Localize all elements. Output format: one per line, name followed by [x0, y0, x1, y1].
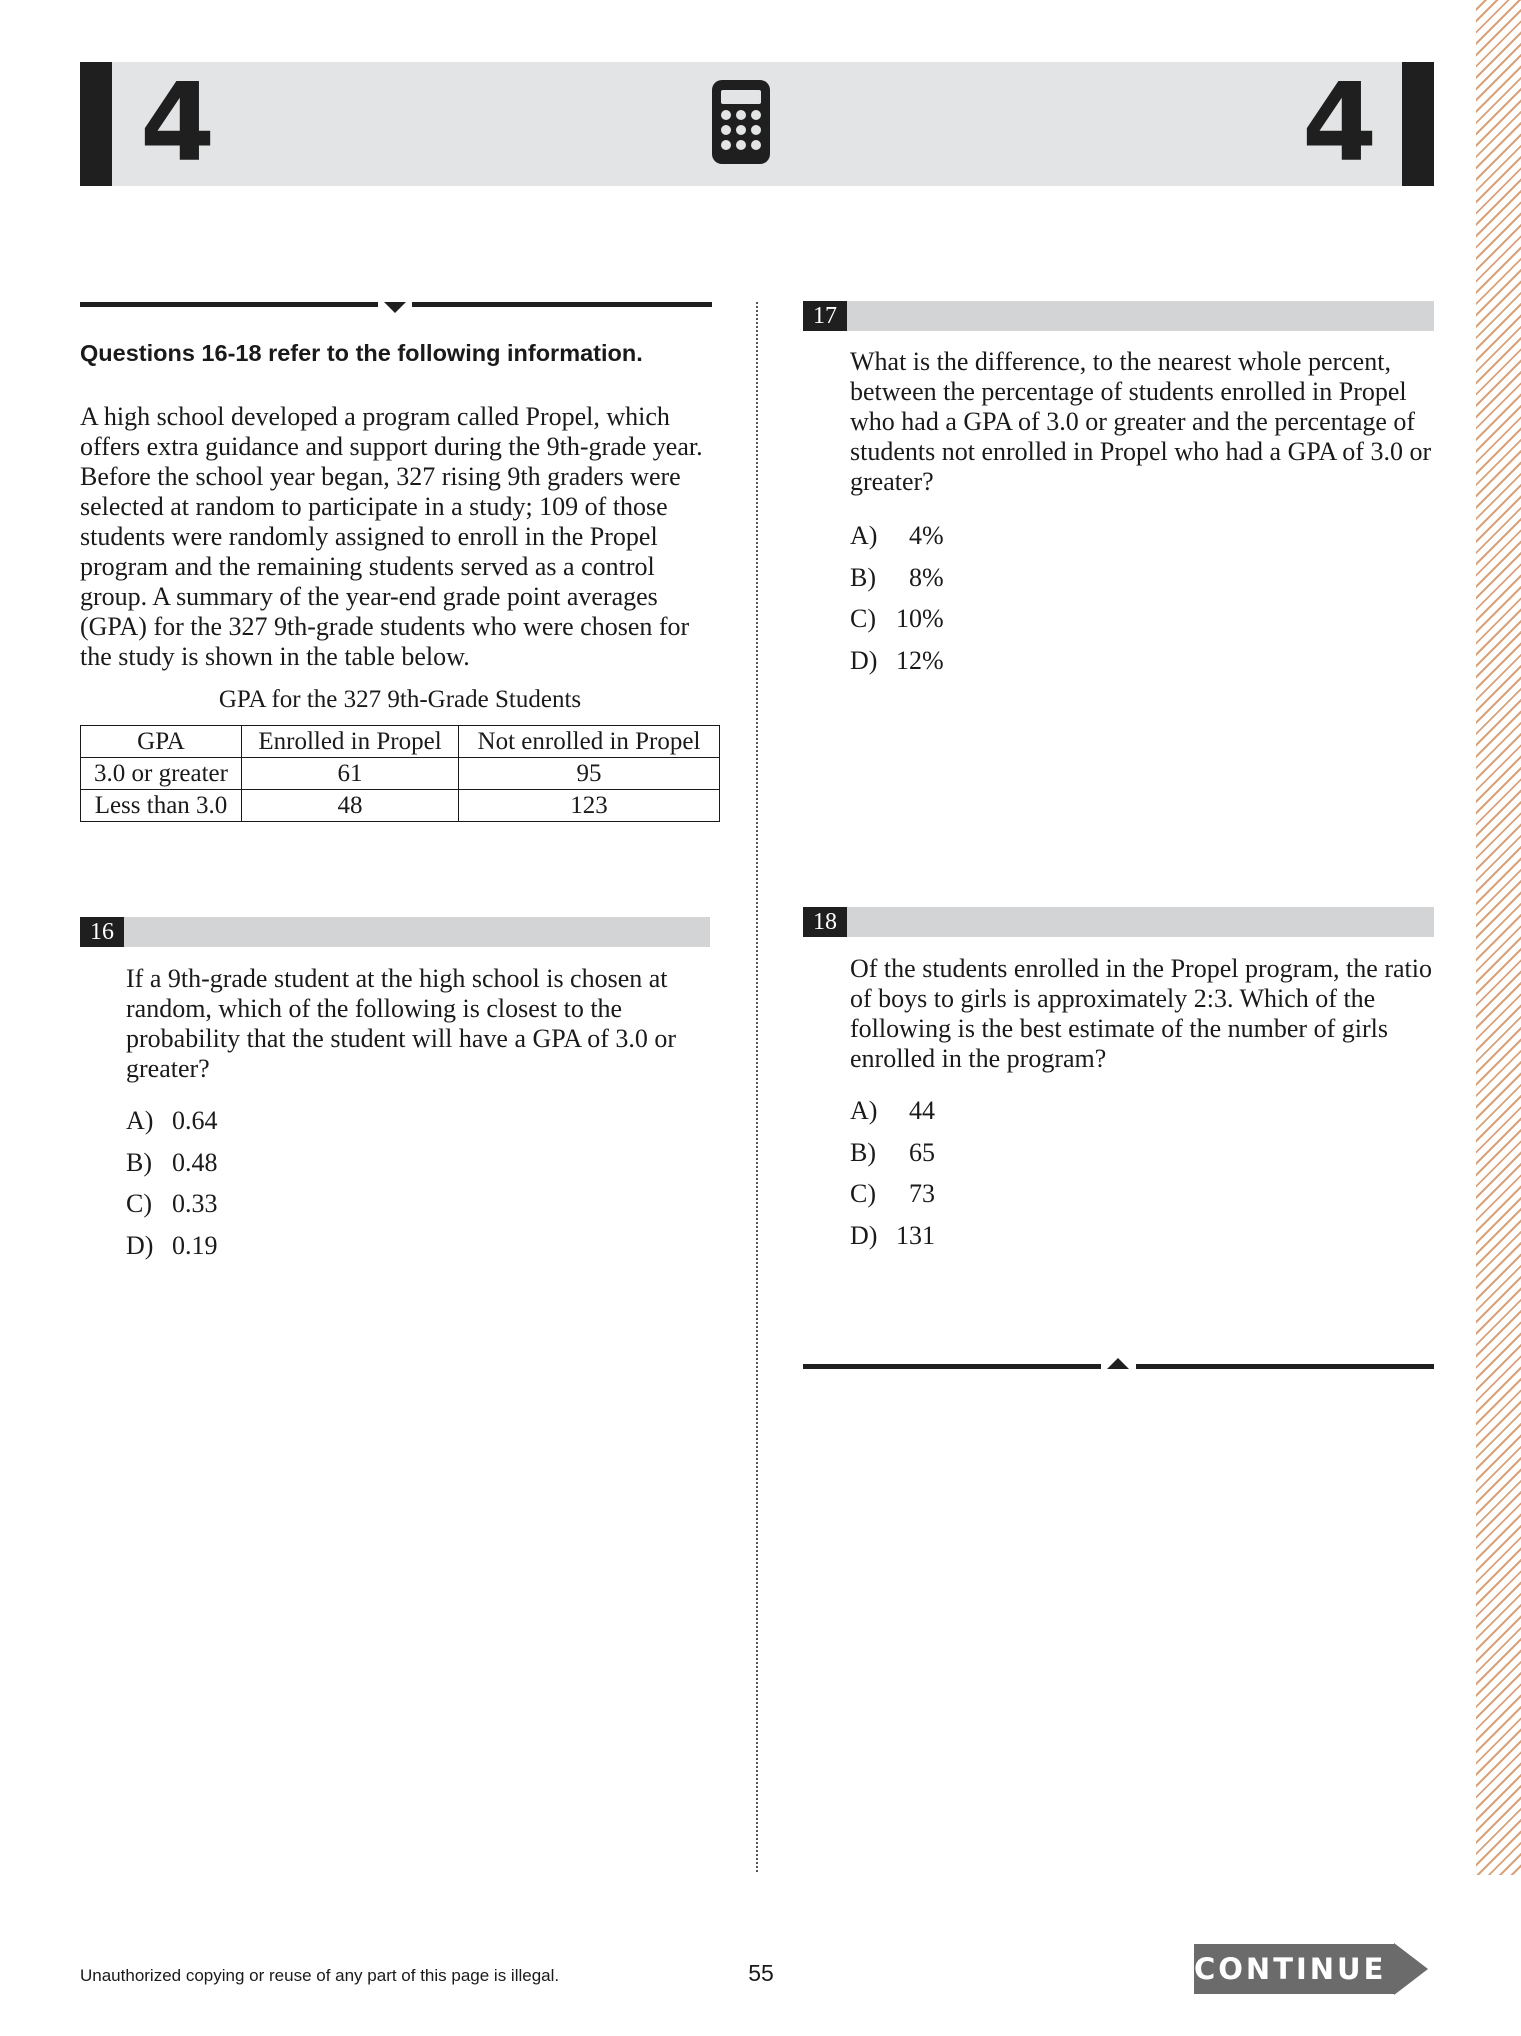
table-header-row — [81, 726, 720, 758]
table-row — [81, 790, 720, 822]
choice[interactable] — [126, 1148, 218, 1190]
question-16-choices — [126, 1106, 218, 1272]
calculator-icon — [712, 80, 770, 164]
choice[interactable] — [850, 1096, 935, 1138]
divider-marker-down — [384, 302, 406, 313]
choice-label: A) — [850, 1096, 878, 1125]
bottom-divider-right-end — [1136, 1364, 1434, 1369]
table-cell: 95 — [459, 758, 720, 790]
choice[interactable] — [850, 521, 944, 563]
choice-label: B) — [850, 562, 876, 592]
question-16-text: If a 9th-grade student at the high school is chosen at random, which of the following is closest to the probability that the student will have a GPA of 3.0 or greater? — [126, 964, 677, 1083]
intro-paragraph: A high school developed a program called Propel, which offers extra guidance and support during the 9th-grade year. Before the school year began, 327 rising 9th graders were selected at random to participate in a study; 109 of those students were randomly assigned to enroll in the Propel program and the remaining students served as a control group. A summary of the year-end grade point averages (GPA) for the 327 9th-grade students who were chosen for the study is shown in the table below. — [80, 402, 703, 671]
choice-label: D) — [126, 1230, 154, 1260]
table-cell: 123 — [459, 790, 720, 822]
choice-value: 65 — [896, 1137, 935, 1167]
question-18-number: 18 — [803, 907, 847, 937]
choice-label: C) — [850, 604, 876, 633]
choice-label: D) — [850, 645, 878, 675]
table-caption: GPA for the 327 9th-Grade Students — [218, 686, 582, 713]
table-cell: 48 — [242, 790, 459, 822]
header-bar-right — [1402, 62, 1434, 186]
choice[interactable] — [126, 1106, 218, 1148]
gpa-table — [80, 725, 720, 822]
question-18-choices — [850, 1096, 935, 1262]
choice[interactable] — [126, 1189, 218, 1231]
bottom-divider-right — [803, 1364, 1101, 1369]
table-header: Not enrolled in Propel — [459, 726, 720, 758]
choice-value: 8% — [896, 562, 944, 592]
question-16-band — [80, 917, 710, 947]
choice-label: C) — [850, 1179, 876, 1208]
choice-label: B) — [850, 1137, 876, 1167]
section-number-left: 4 — [140, 61, 216, 186]
continue-button[interactable]: CONTINUE — [1194, 1944, 1394, 1994]
choice-label: A) — [850, 521, 878, 550]
choice-label: C) — [126, 1189, 152, 1218]
margin-hatch — [1476, 0, 1521, 1875]
page-number: 55 — [748, 1960, 774, 1986]
choice[interactable] — [850, 1221, 935, 1263]
top-divider-left-end — [412, 302, 712, 307]
section-number-right: 4 — [1302, 61, 1378, 186]
divider-marker-up — [1107, 1358, 1129, 1369]
question-17-band — [803, 301, 1434, 331]
choice-value: 10% — [896, 604, 944, 633]
question-17-number: 17 — [803, 301, 847, 331]
copyright-notice: Unauthorized copying or reuse of any part of this page is illegal. — [80, 1966, 560, 1985]
choice[interactable] — [850, 604, 944, 646]
top-divider-left — [80, 302, 378, 307]
choice[interactable] — [850, 1179, 935, 1221]
continue-arrow-icon[interactable] — [1394, 1943, 1428, 1995]
question-18-text: Of the students enrolled in the Propel program, the ratio of boys to girls is approximately 2:3. Which of the following is the best estimate of the number of girls enrolled in the program? — [850, 954, 1432, 1073]
choice[interactable] — [850, 646, 944, 688]
question-17-text: What is the difference, to the nearest whole percent, between the percentage of students enrolled in Propel who had a GPA of 3.0 or greater and the percentage of students not enrolled in Propel who had a GPA of 3.0 or greater? — [850, 347, 1432, 496]
table-header: Enrolled in Propel — [242, 726, 459, 758]
choice-value: 4% — [896, 521, 944, 550]
choice-value: 44 — [896, 1096, 935, 1125]
choice-label: A) — [126, 1106, 154, 1135]
choice-value: 0.48 — [172, 1147, 218, 1177]
choice-value: 0.19 — [172, 1230, 218, 1260]
question-16-number: 16 — [80, 917, 124, 947]
table-cell: 3.0 or greater — [81, 758, 242, 790]
column-separator — [756, 302, 758, 1872]
choice[interactable] — [850, 1138, 935, 1180]
question-17-choices — [850, 521, 944, 687]
intro-title: Questions 16-18 refer to the following information. — [80, 340, 643, 366]
choice-value: 0.33 — [172, 1189, 218, 1218]
table-header: GPA — [81, 726, 242, 758]
question-18-band — [803, 907, 1434, 937]
choice-value: 0.64 — [172, 1106, 218, 1135]
table-row — [81, 758, 720, 790]
choice-value: 12% — [896, 645, 944, 675]
choice-label: B) — [126, 1147, 152, 1177]
header-bar-left — [80, 62, 112, 186]
choice-label: D) — [850, 1220, 878, 1250]
choice-value: 73 — [896, 1179, 935, 1208]
choice[interactable] — [126, 1231, 218, 1273]
choice[interactable] — [850, 563, 944, 605]
choice-value: 131 — [896, 1220, 935, 1250]
table-cell: 61 — [242, 758, 459, 790]
table-cell: Less than 3.0 — [81, 790, 242, 822]
